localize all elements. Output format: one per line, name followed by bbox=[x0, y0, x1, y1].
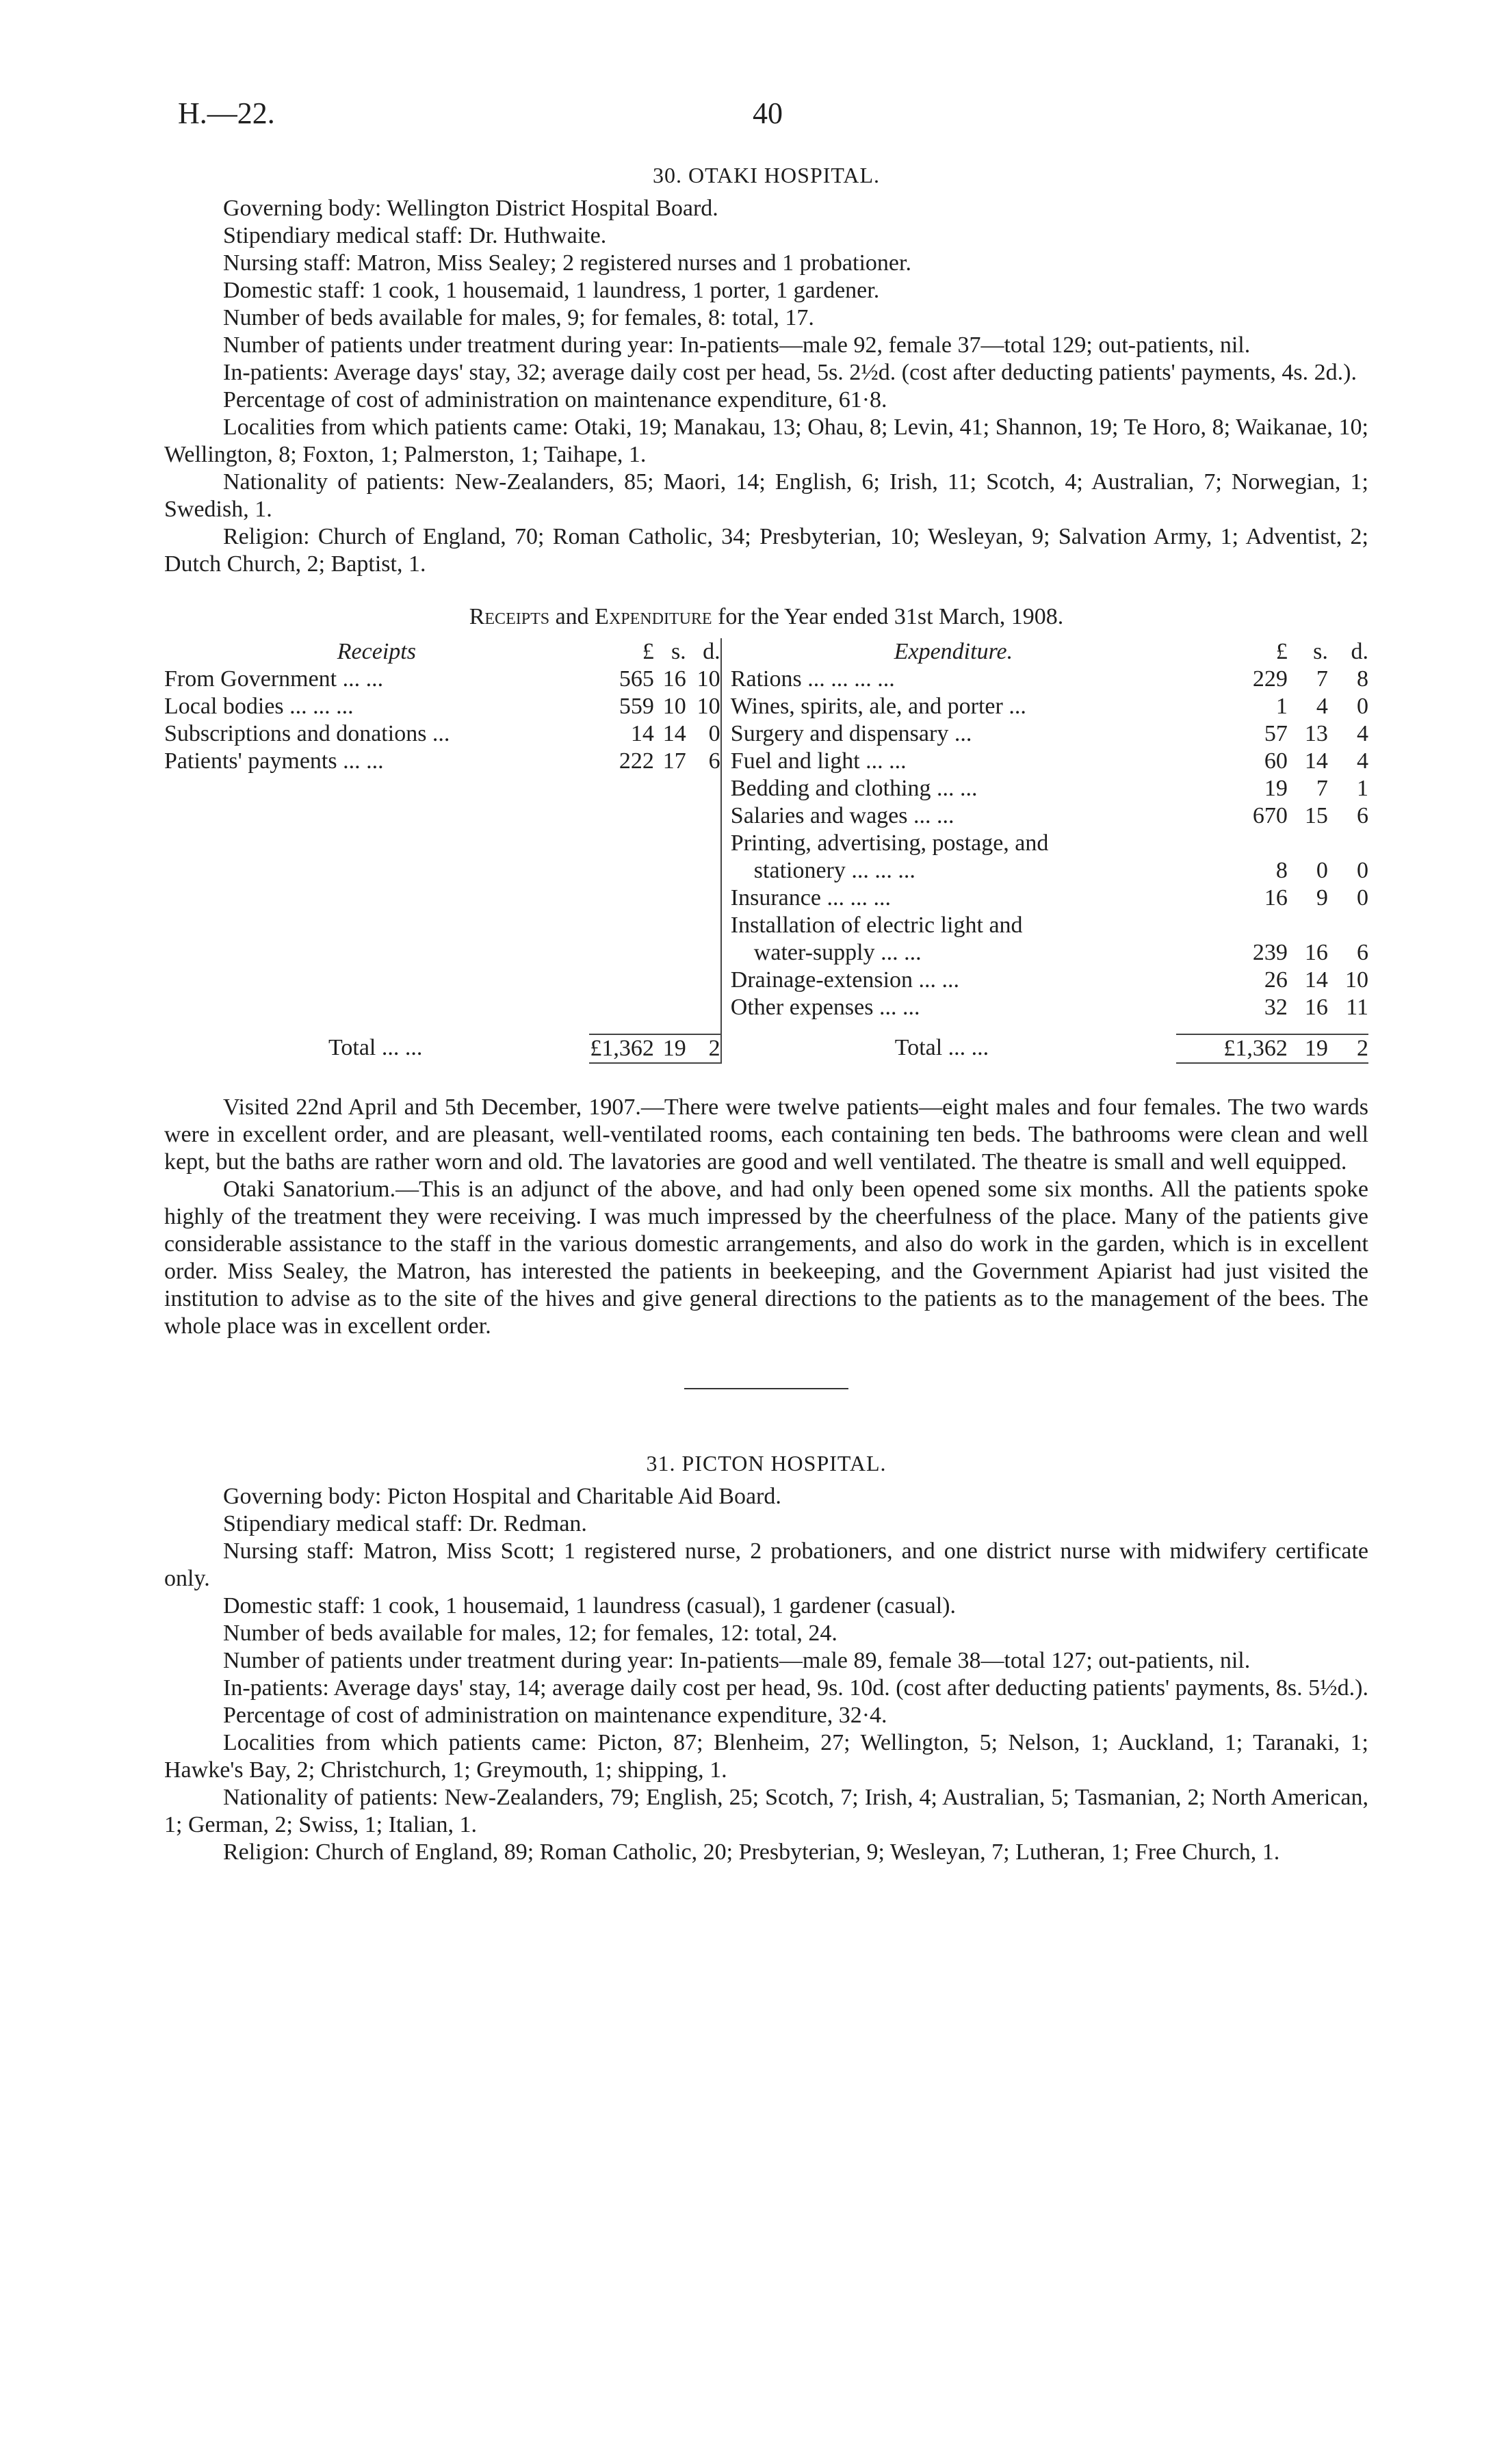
expenditure-label: water-supply ... ... bbox=[753, 940, 922, 965]
receipt-pence: 10 bbox=[697, 666, 720, 692]
otaki-nationality: Nationality of patients: New-Zealanders, 85; Maori, 14; English, 6; Irish, 11; Scotch, 4; Australian, 7; Norwegian, 1; Swedish, 1. bbox=[164, 469, 1368, 522]
expenditure-pounds: 239 bbox=[1252, 940, 1288, 965]
expenditure-pence: 11 bbox=[1346, 995, 1368, 1020]
expenditure-pounds bbox=[1176, 912, 1288, 939]
expenditure-pence: 0 bbox=[1357, 885, 1368, 910]
expenditure-pounds: 60 bbox=[1264, 748, 1288, 774]
expenditure-label: Drainage-extension ... ... bbox=[730, 967, 960, 993]
receipt-pounds: 14 bbox=[630, 721, 654, 746]
picton-in-patients: In-patients: Average days' stay, 14; average daily cost per head, 9s. 10d. (cost after deducting patients' payments, 8s. 5½d.). bbox=[223, 1675, 1368, 1701]
empty-cell bbox=[164, 802, 589, 830]
expenditure-label: Insurance ... ... ... bbox=[730, 885, 891, 910]
otaki-admin-percentage: Percentage of cost of administration on maintenance expenditure, 61·8. bbox=[223, 387, 887, 412]
empty-cell bbox=[654, 830, 686, 857]
empty-cell bbox=[164, 994, 589, 1021]
picton-details bbox=[164, 1483, 1368, 1866]
column-divider bbox=[721, 693, 731, 720]
column-divider bbox=[721, 666, 731, 693]
expenditure-pounds: 57 bbox=[1264, 721, 1288, 746]
otaki-beds: Number of beds available for males, 9; for females, 8: total, 17. bbox=[223, 305, 814, 330]
expenditure-label: Rations ... ... ... ... bbox=[730, 666, 895, 692]
table-row bbox=[164, 775, 1368, 802]
col-shillings: s. bbox=[671, 639, 686, 664]
expenditure-shillings: 4 bbox=[1316, 694, 1328, 719]
receipt-label: From Government ... ... bbox=[164, 666, 384, 692]
table-row bbox=[164, 912, 1368, 939]
empty-cell bbox=[686, 939, 721, 967]
receipt-label: Patients' payments ... ... bbox=[164, 748, 384, 774]
empty-cell bbox=[686, 994, 721, 1021]
expenditure-shillings: 14 bbox=[1304, 967, 1328, 993]
empty-cell bbox=[686, 830, 721, 857]
empty-cell bbox=[164, 912, 589, 939]
expenditure-pence bbox=[1328, 830, 1368, 857]
empty-cell bbox=[164, 830, 589, 857]
receipt-shillings: 16 bbox=[662, 666, 686, 692]
column-divider bbox=[721, 830, 731, 857]
receipts-total-shillings: 19 bbox=[654, 1034, 686, 1063]
expenditure-pence: 0 bbox=[1357, 858, 1368, 883]
empty-cell bbox=[589, 830, 654, 857]
section-title-otaki: 30. OTAKI HOSPITAL. bbox=[652, 163, 881, 187]
empty-cell bbox=[589, 1021, 654, 1034]
empty-cell bbox=[731, 1021, 1176, 1034]
sanatorium-remarks: Otaki Sanatorium.—This is an adjunct of the above, and had only been opened some six months. All the patients spoke highly of the treatment they were receiving. I was much impressed by the cheerfulness of the place. Many of the patients give considerable assistance to the staff in the various domestic arrangements, and also do work in the garden, which is in excellent order. Miss Sealey, the Matron, has interested the patients in beekeeping, and the Government Apiarist had just visited the institution to advise as to the site of the hives and give general directions to the patients as to the management of the bees. The whole place was in excellent order. bbox=[164, 1177, 1368, 1339]
section-title-picton: 31. PICTON HOSPITAL. bbox=[646, 1451, 887, 1476]
col-pence: d. bbox=[1351, 639, 1368, 664]
receipt-label: Subscriptions and donations ... bbox=[164, 721, 450, 746]
expenditure-pence: 8 bbox=[1357, 666, 1368, 692]
expenditure-pence: 10 bbox=[1345, 967, 1368, 993]
visit-remarks: Visited 22nd April and 5th December, 1907.—There were twelve patients—eight males and four females. The two wards were in excellent order, and are pleasant, well-ventilated rooms, each containing ten beds. The bathrooms were clean and well kept, but the baths are rather worn and old. The lavatories are good and well ventilated. The theatre is small and well equipped. bbox=[164, 1095, 1368, 1175]
expenditure-pounds: 670 bbox=[1252, 803, 1288, 828]
totals-row bbox=[164, 1034, 1368, 1063]
table-header-row bbox=[164, 638, 1368, 666]
expenditure-shillings: 16 bbox=[1304, 995, 1328, 1020]
expenditure-shillings: 7 bbox=[1316, 666, 1328, 692]
column-divider bbox=[721, 967, 731, 994]
empty-cell bbox=[164, 967, 589, 994]
empty-cell bbox=[654, 775, 686, 802]
column-divider bbox=[721, 884, 731, 912]
receipt-pence: 10 bbox=[697, 694, 720, 719]
picton-patients: Number of patients under treatment during year: In-patients—male 89, female 38—total 127; out-patients, nil. bbox=[223, 1648, 1251, 1673]
expenditure-shillings: 7 bbox=[1316, 776, 1328, 801]
expenditure-shillings bbox=[1288, 830, 1328, 857]
empty-cell bbox=[164, 884, 589, 912]
expenditure-pounds: 32 bbox=[1264, 995, 1288, 1020]
table-row bbox=[164, 994, 1368, 1021]
expenditure-shillings: 9 bbox=[1316, 885, 1328, 910]
expenditure-total-pence: 2 bbox=[1328, 1034, 1368, 1063]
empty-cell bbox=[686, 857, 721, 884]
table-row bbox=[164, 802, 1368, 830]
empty-cell bbox=[589, 857, 654, 884]
expenditure-pence: 6 bbox=[1357, 940, 1368, 965]
receipts-total-pounds: £1,362 bbox=[589, 1034, 654, 1063]
expenditure-pounds: 19 bbox=[1264, 776, 1288, 801]
receipt-pounds: 222 bbox=[619, 748, 654, 774]
col-pound: £ bbox=[1275, 639, 1288, 664]
empty-cell bbox=[686, 967, 721, 994]
receipt-pence: 0 bbox=[708, 721, 720, 746]
receipts-total-pence: 2 bbox=[686, 1034, 721, 1063]
picton-beds: Number of beds available for males, 12; for females, 12: total, 24. bbox=[223, 1621, 837, 1646]
empty-cell bbox=[589, 802, 654, 830]
expenditure-pounds: 229 bbox=[1252, 666, 1288, 692]
empty-cell bbox=[589, 994, 654, 1021]
table-row bbox=[164, 967, 1368, 994]
column-divider bbox=[721, 912, 731, 939]
otaki-remarks bbox=[164, 1094, 1368, 1340]
picton-medical-staff: Stipendiary medical staff: Dr. Redman. bbox=[223, 1511, 587, 1536]
receipt-shillings: 17 bbox=[662, 748, 686, 774]
empty-cell bbox=[686, 802, 721, 830]
otaki-patients: Number of patients under treatment during year: In-patients—male 92, female 37—total 129; out-patients, nil. bbox=[223, 332, 1251, 358]
receipt-label: Local bodies ... ... ... bbox=[164, 694, 354, 719]
spacer-row bbox=[164, 1021, 1368, 1034]
receipts-expenditure-table bbox=[164, 638, 1368, 1064]
expenditure-shillings: 14 bbox=[1304, 748, 1328, 774]
expenditure-shillings: 0 bbox=[1316, 858, 1328, 883]
empty-cell bbox=[1328, 1021, 1368, 1034]
receipts-heading: Receipts bbox=[337, 639, 416, 664]
picton-nursing-staff: Nursing staff: Matron, Miss Scott; 1 registered nurse, 2 probationers, and one district nurse with midwifery certificate only. bbox=[164, 1538, 1368, 1591]
receipt-pounds: 565 bbox=[619, 666, 654, 692]
col-pound: £ bbox=[642, 639, 654, 664]
picton-governing-body: Governing body: Picton Hospital and Charitable Aid Board. bbox=[223, 1484, 781, 1509]
table-row bbox=[164, 748, 1368, 775]
table-row bbox=[164, 720, 1368, 748]
section-divider bbox=[684, 1388, 848, 1389]
empty-cell bbox=[721, 1021, 731, 1034]
expenditure-label: Surgery and dispensary ... bbox=[730, 721, 972, 746]
expenditure-label: Fuel and light ... ... bbox=[730, 748, 907, 774]
picton-nationality: Nationality of patients: New-Zealanders, 79; English, 25; Scotch, 7; Irish, 4; Australian, 5; Tasmanian, 2; North American, 1; German, 2; Swiss, 1; Italian, 1. bbox=[164, 1785, 1368, 1837]
expenditure-shillings: 15 bbox=[1304, 803, 1328, 828]
expenditure-pounds: 1 bbox=[1275, 694, 1288, 719]
empty-cell bbox=[1176, 1021, 1288, 1034]
expenditure-pence: 0 bbox=[1357, 694, 1368, 719]
column-divider bbox=[721, 748, 731, 775]
expenditure-shillings bbox=[1288, 912, 1328, 939]
empty-cell bbox=[164, 1021, 589, 1034]
column-divider bbox=[721, 939, 731, 967]
otaki-religion: Religion: Church of England, 70; Roman Catholic, 34; Presbyterian, 10; Wesleyan, 9; Salvation Army, 1; Adventist, 2; Dutch Church, 2; Baptist, 1. bbox=[164, 524, 1368, 577]
expenditure-total-shillings: 19 bbox=[1288, 1034, 1328, 1063]
empty-cell bbox=[164, 775, 589, 802]
table-row bbox=[164, 884, 1368, 912]
picton-domestic-staff: Domestic staff: 1 cook, 1 housemaid, 1 laundress (casual), 1 gardener (casual). bbox=[223, 1593, 956, 1618]
empty-cell bbox=[589, 939, 654, 967]
empty-cell bbox=[654, 994, 686, 1021]
expenditure-label: stationery ... ... ... bbox=[753, 858, 915, 883]
expenditure-pence: 1 bbox=[1357, 776, 1368, 801]
expenditure-pence: 4 bbox=[1357, 721, 1368, 746]
expenditure-pence: 6 bbox=[1357, 803, 1368, 828]
expenditure-label: Salaries and wages ... ... bbox=[730, 803, 954, 828]
empty-cell bbox=[164, 857, 589, 884]
empty-cell bbox=[589, 775, 654, 802]
picton-admin-percentage: Percentage of cost of administration on maintenance expenditure, 32·4. bbox=[223, 1703, 887, 1728]
expenditure-total-pounds: £1,362 bbox=[1176, 1034, 1288, 1063]
col-shillings: s. bbox=[1313, 639, 1328, 664]
receipt-pounds: 559 bbox=[619, 694, 654, 719]
empty-cell bbox=[164, 939, 589, 967]
receipts-total-label: Total ... ... bbox=[328, 1035, 423, 1060]
empty-cell bbox=[686, 775, 721, 802]
expenditure-label: Wines, spirits, ale, and porter ... bbox=[730, 694, 1026, 719]
page-header bbox=[164, 96, 1368, 150]
empty-cell bbox=[686, 1021, 721, 1034]
otaki-details bbox=[164, 195, 1368, 578]
expenditure-pence bbox=[1328, 912, 1368, 939]
table-row bbox=[164, 857, 1368, 884]
empty-cell bbox=[654, 884, 686, 912]
page-number: 40 bbox=[753, 96, 783, 130]
empty-cell bbox=[654, 912, 686, 939]
empty-cell bbox=[654, 857, 686, 884]
picton-localities: Localities from which patients came: Picton, 87; Blenheim, 27; Wellington, 5; Nelson, 1; Auckland, 1; Taranaki, 1; Hawke's Bay, 2; Christchurch, 1; Greymouth, 1; shipping, 1. bbox=[164, 1730, 1368, 1783]
expenditure-pounds: 8 bbox=[1275, 858, 1288, 883]
receipt-pence: 6 bbox=[708, 748, 720, 774]
expenditure-pounds: 16 bbox=[1264, 885, 1288, 910]
report-reference: H.—22. bbox=[178, 96, 275, 130]
empty-cell bbox=[589, 912, 654, 939]
column-divider bbox=[721, 802, 731, 830]
expenditure-label: Printing, advertising, postage, and bbox=[730, 830, 1049, 856]
column-divider bbox=[721, 775, 731, 802]
table-row bbox=[164, 693, 1368, 720]
receipt-shillings: 14 bbox=[662, 721, 686, 746]
document-page bbox=[164, 96, 1368, 1866]
otaki-domestic-staff: Domestic staff: 1 cook, 1 housemaid, 1 laundress, 1 porter, 1 gardener. bbox=[223, 278, 880, 303]
empty-cell bbox=[1288, 1021, 1328, 1034]
picton-religion: Religion: Church of England, 89; Roman Catholic, 20; Presbyterian, 9; Wesleyan, 7; Lutheran, 1; Free Church, 1. bbox=[223, 1839, 1280, 1865]
empty-cell bbox=[654, 939, 686, 967]
expenditure-label: Other expenses ... ... bbox=[730, 995, 920, 1020]
expenditure-shillings: 13 bbox=[1304, 721, 1328, 746]
table-row bbox=[164, 939, 1368, 967]
expenditure-heading: Expenditure. bbox=[894, 639, 1013, 664]
otaki-nursing-staff: Nursing staff: Matron, Miss Sealey; 2 registered nurses and 1 probationer. bbox=[223, 250, 911, 276]
expenditure-label: Bedding and clothing ... ... bbox=[730, 776, 978, 801]
empty-cell bbox=[686, 884, 721, 912]
expenditure-pounds bbox=[1176, 830, 1288, 857]
empty-cell bbox=[654, 1021, 686, 1034]
expenditure-pounds: 26 bbox=[1264, 967, 1288, 993]
column-divider bbox=[721, 720, 731, 748]
otaki-in-patients: In-patients: Average days' stay, 32; average daily cost per head, 5s. 2½d. (cost after deducting patients' payments, 4s. 2d.). bbox=[223, 360, 1357, 385]
otaki-localities: Localities from which patients came: Otaki, 19; Manakau, 13; Ohau, 8; Levin, 41; Shannon, 19; Te Horo, 8; Waikanae, 10; Wellington, 8; Foxton, 1; Palmerston, 1; Taihape, 1. bbox=[164, 415, 1368, 467]
empty-cell bbox=[686, 912, 721, 939]
receipt-shillings: 10 bbox=[662, 694, 686, 719]
column-divider bbox=[721, 1034, 731, 1063]
expenditure-total-label: Total ... ... bbox=[894, 1035, 989, 1060]
empty-cell bbox=[654, 967, 686, 994]
otaki-governing-body: Governing body: Wellington District Hospital Board. bbox=[223, 196, 718, 221]
col-pence: d. bbox=[703, 639, 720, 664]
column-divider bbox=[721, 994, 731, 1021]
accounts-title: Receipts and Expenditure for the Year ended 31st March, 1908. bbox=[469, 604, 1064, 629]
expenditure-label: Installation of electric light and bbox=[730, 913, 1023, 938]
empty-cell bbox=[589, 884, 654, 912]
otaki-medical-staff: Stipendiary medical staff: Dr. Huthwaite. bbox=[223, 223, 607, 248]
expenditure-shillings: 16 bbox=[1304, 940, 1328, 965]
column-divider bbox=[721, 857, 731, 884]
empty-cell bbox=[589, 967, 654, 994]
table-row bbox=[164, 666, 1368, 693]
expenditure-pence: 4 bbox=[1357, 748, 1368, 774]
table-row bbox=[164, 830, 1368, 857]
empty-cell bbox=[654, 802, 686, 830]
